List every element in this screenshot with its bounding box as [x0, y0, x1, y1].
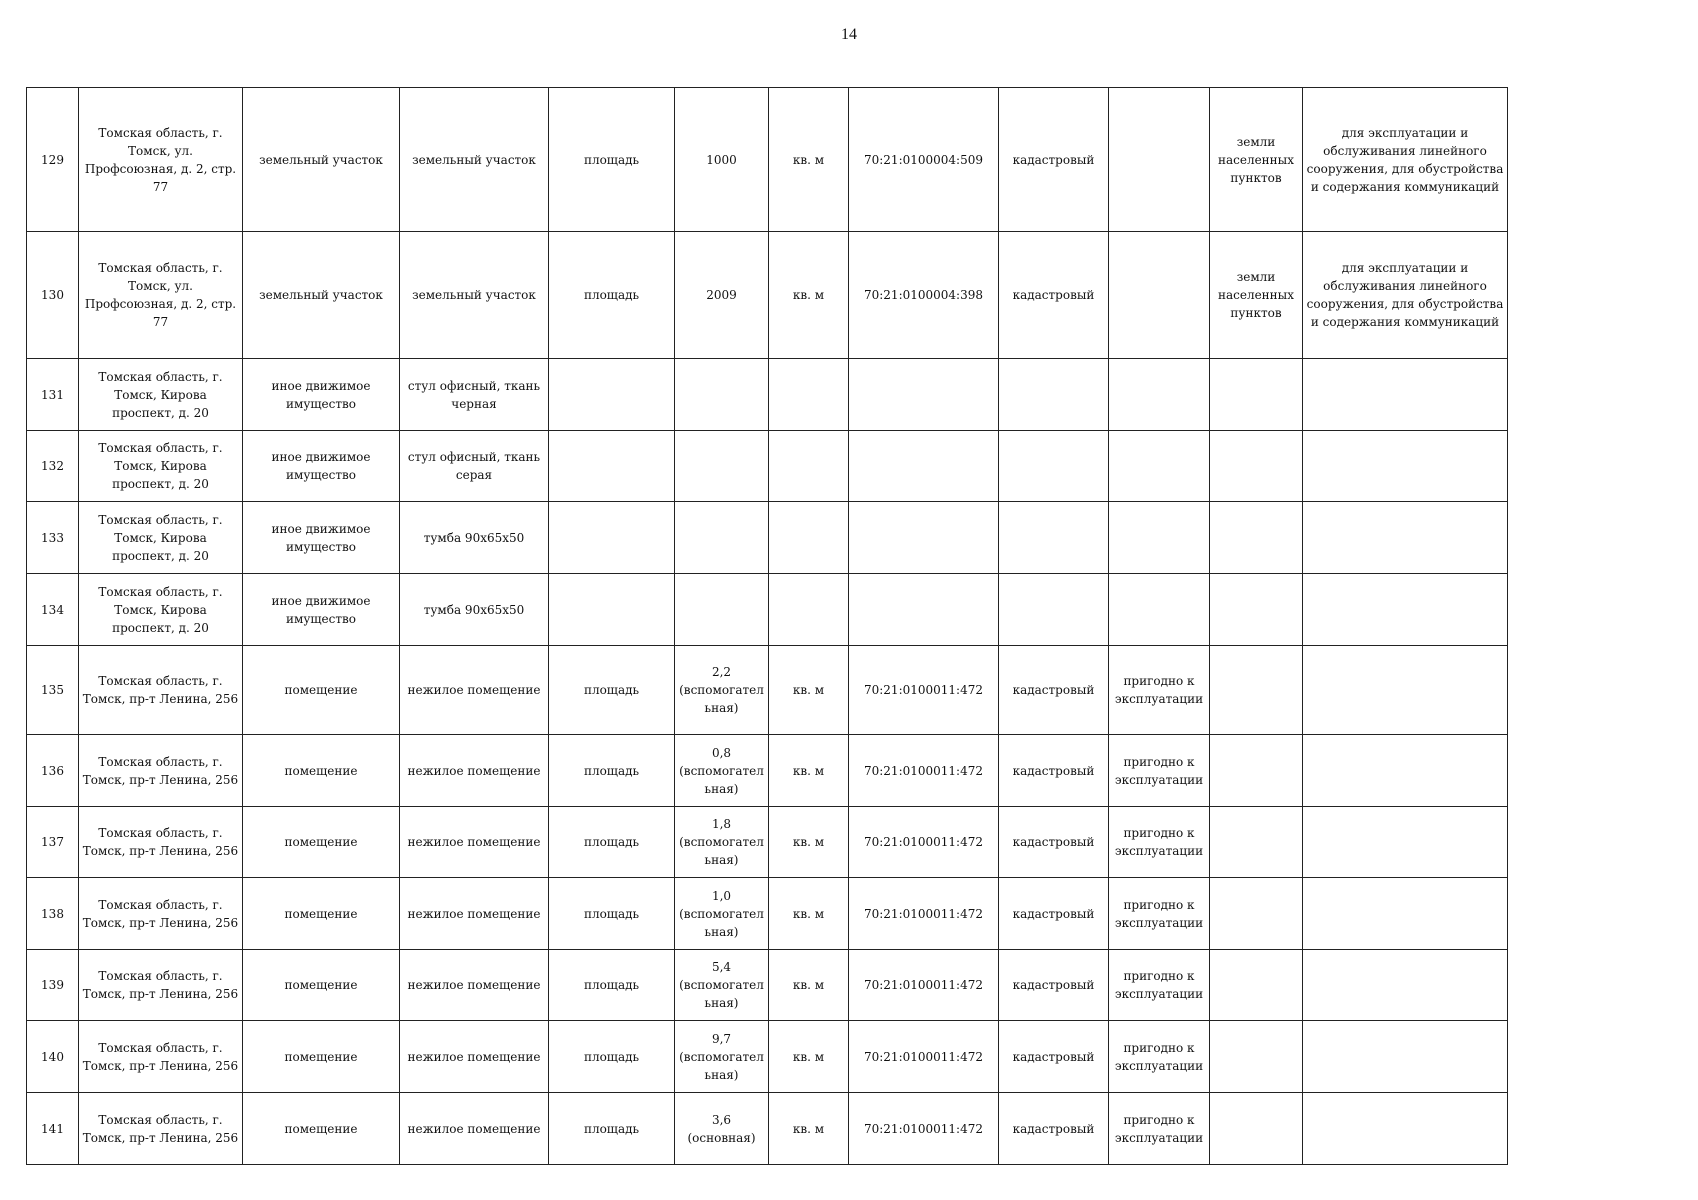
object-type-cell: помещение: [243, 646, 400, 735]
number-type-cell: [999, 574, 1109, 646]
cadastral-number-cell: 70:21:0100011:472: [849, 807, 999, 878]
parameter-cell: [549, 502, 675, 574]
address-cell: Томская область, г. Томск, пр-т Ленина, 256: [79, 1093, 243, 1165]
number-type-cell: кадастровый: [999, 1093, 1109, 1165]
parameter-cell: площадь: [549, 1093, 675, 1165]
permitted-use-cell: [1303, 1093, 1508, 1165]
condition-cell: [1109, 232, 1210, 359]
object-name-cell: стул офисный, ткань серая: [400, 431, 549, 502]
condition-cell: пригодно к эксплуатации: [1109, 735, 1210, 807]
value-cell: 2,2 (вспомогательная): [675, 646, 769, 735]
table-row: [27, 735, 1508, 807]
land-category-cell: [1210, 878, 1303, 950]
object-type-cell: помещение: [243, 950, 400, 1021]
object-type-cell: помещение: [243, 878, 400, 950]
value-cell: [675, 574, 769, 646]
row-number: 131: [27, 359, 79, 431]
row-number: 136: [27, 735, 79, 807]
unit-cell: кв. м: [769, 807, 849, 878]
permitted-use-cell: [1303, 646, 1508, 735]
row-number: 133: [27, 502, 79, 574]
condition-cell: [1109, 574, 1210, 646]
table-row: [27, 1021, 1508, 1093]
table-row: [27, 502, 1508, 574]
number-type-cell: кадастровый: [999, 735, 1109, 807]
land-category-cell: [1210, 574, 1303, 646]
row-number: 138: [27, 878, 79, 950]
permitted-use-cell: [1303, 502, 1508, 574]
address-cell: Томская область, г. Томск, Кирова проспект, д. 20: [79, 359, 243, 431]
object-name-cell: нежилое помещение: [400, 807, 549, 878]
table-row: [27, 359, 1508, 431]
parameter-cell: площадь: [549, 1021, 675, 1093]
number-type-cell: кадастровый: [999, 232, 1109, 359]
row-number: 130: [27, 232, 79, 359]
cadastral-number-cell: [849, 359, 999, 431]
unit-cell: кв. м: [769, 735, 849, 807]
table-row: [27, 646, 1508, 735]
table-row: [27, 878, 1508, 950]
number-type-cell: [999, 502, 1109, 574]
value-cell: [675, 431, 769, 502]
object-type-cell: иное движимое имущество: [243, 574, 400, 646]
object-type-cell: помещение: [243, 1093, 400, 1165]
permitted-use-cell: [1303, 950, 1508, 1021]
object-name-cell: нежилое помещение: [400, 1093, 549, 1165]
address-cell: Томская область, г. Томск, Кирова проспект, д. 20: [79, 431, 243, 502]
unit-cell: [769, 431, 849, 502]
cadastral-number-cell: 70:21:0100004:398: [849, 232, 999, 359]
row-number: 137: [27, 807, 79, 878]
value-cell: 5,4 (вспомогательная): [675, 950, 769, 1021]
row-number: 141: [27, 1093, 79, 1165]
table-row: [27, 1093, 1508, 1165]
unit-cell: кв. м: [769, 88, 849, 232]
object-name-cell: тумба 90х65х50: [400, 574, 549, 646]
address-cell: Томская область, г. Томск, пр-т Ленина, 256: [79, 950, 243, 1021]
permitted-use-cell: [1303, 735, 1508, 807]
land-category-cell: [1210, 502, 1303, 574]
land-category-cell: [1210, 1093, 1303, 1165]
parameter-cell: площадь: [549, 950, 675, 1021]
land-category-cell: земли населенных пунктов: [1210, 88, 1303, 232]
permitted-use-cell: [1303, 574, 1508, 646]
value-cell: 0,8 (вспомогательная): [675, 735, 769, 807]
object-type-cell: помещение: [243, 1021, 400, 1093]
cadastral-number-cell: 70:21:0100011:472: [849, 735, 999, 807]
address-cell: Томская область, г. Томск, пр-т Ленина, 256: [79, 807, 243, 878]
table-row: [27, 950, 1508, 1021]
permitted-use-cell: [1303, 359, 1508, 431]
table-row: [27, 431, 1508, 502]
number-type-cell: кадастровый: [999, 950, 1109, 1021]
parameter-cell: площадь: [549, 232, 675, 359]
parameter-cell: [549, 431, 675, 502]
land-category-cell: [1210, 359, 1303, 431]
address-cell: Томская область, г. Томск, пр-т Ленина, 256: [79, 878, 243, 950]
unit-cell: [769, 574, 849, 646]
address-cell: Томская область, г. Томск, пр-т Ленина, 256: [79, 1021, 243, 1093]
address-cell: Томская область, г. Томск, пр-т Ленина, 256: [79, 646, 243, 735]
unit-cell: кв. м: [769, 1021, 849, 1093]
address-cell: Томская область, г. Томск, Кирова проспект, д. 20: [79, 502, 243, 574]
object-name-cell: земельный участок: [400, 232, 549, 359]
condition-cell: пригодно к эксплуатации: [1109, 950, 1210, 1021]
address-cell: Томская область, г. Томск, Кирова проспект, д. 20: [79, 574, 243, 646]
cadastral-number-cell: [849, 431, 999, 502]
condition-cell: пригодно к эксплуатации: [1109, 878, 1210, 950]
address-cell: Томская область, г. Томск, ул. Профсоюзная, д. 2, стр. 77: [79, 88, 243, 232]
value-cell: 3,6 (основная): [675, 1093, 769, 1165]
table-row: [27, 807, 1508, 878]
permitted-use-cell: [1303, 878, 1508, 950]
cadastral-number-cell: 70:21:0100011:472: [849, 1093, 999, 1165]
object-type-cell: земельный участок: [243, 88, 400, 232]
value-cell: 2009: [675, 232, 769, 359]
unit-cell: кв. м: [769, 950, 849, 1021]
address-cell: Томская область, г. Томск, пр-т Ленина, 256: [79, 735, 243, 807]
registry-body: [27, 88, 1508, 1165]
value-cell: 1000: [675, 88, 769, 232]
object-name-cell: тумба 90х65х50: [400, 502, 549, 574]
parameter-cell: площадь: [549, 646, 675, 735]
object-type-cell: иное движимое имущество: [243, 359, 400, 431]
land-category-cell: [1210, 1021, 1303, 1093]
object-type-cell: иное движимое имущество: [243, 431, 400, 502]
object-name-cell: нежилое помещение: [400, 735, 549, 807]
value-cell: [675, 359, 769, 431]
cadastral-number-cell: 70:21:0100011:472: [849, 646, 999, 735]
object-name-cell: нежилое помещение: [400, 878, 549, 950]
unit-cell: кв. м: [769, 878, 849, 950]
value-cell: 1,8 (вспомогательная): [675, 807, 769, 878]
object-name-cell: нежилое помещение: [400, 1021, 549, 1093]
number-type-cell: кадастровый: [999, 878, 1109, 950]
number-type-cell: [999, 359, 1109, 431]
condition-cell: пригодно к эксплуатации: [1109, 807, 1210, 878]
value-cell: 9,7 (вспомогательная): [675, 1021, 769, 1093]
cadastral-number-cell: 70:21:0100011:472: [849, 1021, 999, 1093]
row-number: 134: [27, 574, 79, 646]
property-registry-table: [26, 87, 1508, 1165]
value-cell: 1,0 (вспомогательная): [675, 878, 769, 950]
condition-cell: [1109, 88, 1210, 232]
object-type-cell: помещение: [243, 807, 400, 878]
row-number: 140: [27, 1021, 79, 1093]
cadastral-number-cell: 70:21:0100011:472: [849, 950, 999, 1021]
unit-cell: кв. м: [769, 232, 849, 359]
row-number: 132: [27, 431, 79, 502]
object-name-cell: нежилое помещение: [400, 950, 549, 1021]
permitted-use-cell: [1303, 807, 1508, 878]
land-category-cell: земли населенных пунктов: [1210, 232, 1303, 359]
object-name-cell: нежилое помещение: [400, 646, 549, 735]
row-number: 135: [27, 646, 79, 735]
condition-cell: пригодно к эксплуатации: [1109, 646, 1210, 735]
permitted-use-cell: [1303, 431, 1508, 502]
row-number: 139: [27, 950, 79, 1021]
condition-cell: [1109, 359, 1210, 431]
value-cell: [675, 502, 769, 574]
unit-cell: [769, 502, 849, 574]
parameter-cell: [549, 574, 675, 646]
unit-cell: кв. м: [769, 1093, 849, 1165]
object-type-cell: земельный участок: [243, 232, 400, 359]
number-type-cell: кадастровый: [999, 1021, 1109, 1093]
row-number: 129: [27, 88, 79, 232]
permitted-use-cell: для эксплуатации и обслуживания линейного сооружения, для обустройства и содержания коммуникаций: [1303, 88, 1508, 232]
permitted-use-cell: [1303, 1021, 1508, 1093]
parameter-cell: площадь: [549, 735, 675, 807]
condition-cell: пригодно к эксплуатации: [1109, 1021, 1210, 1093]
condition-cell: [1109, 502, 1210, 574]
parameter-cell: [549, 359, 675, 431]
number-type-cell: кадастровый: [999, 88, 1109, 232]
cadastral-number-cell: [849, 502, 999, 574]
object-type-cell: помещение: [243, 735, 400, 807]
table-row: [27, 574, 1508, 646]
parameter-cell: площадь: [549, 88, 675, 232]
number-type-cell: [999, 431, 1109, 502]
condition-cell: [1109, 431, 1210, 502]
land-category-cell: [1210, 950, 1303, 1021]
object-name-cell: земельный участок: [400, 88, 549, 232]
cadastral-number-cell: 70:21:0100004:509: [849, 88, 999, 232]
land-category-cell: [1210, 807, 1303, 878]
unit-cell: кв. м: [769, 646, 849, 735]
land-category-cell: [1210, 431, 1303, 502]
page-number: 14: [841, 26, 857, 43]
cadastral-number-cell: 70:21:0100011:472: [849, 878, 999, 950]
table-row: [27, 232, 1508, 359]
number-type-cell: кадастровый: [999, 646, 1109, 735]
land-category-cell: [1210, 735, 1303, 807]
unit-cell: [769, 359, 849, 431]
address-cell: Томская область, г. Томск, ул. Профсоюзная, д. 2, стр. 77: [79, 232, 243, 359]
condition-cell: пригодно к эксплуатации: [1109, 1093, 1210, 1165]
object-name-cell: стул офисный, ткань черная: [400, 359, 549, 431]
parameter-cell: площадь: [549, 878, 675, 950]
table-row: [27, 88, 1508, 232]
number-type-cell: кадастровый: [999, 807, 1109, 878]
parameter-cell: площадь: [549, 807, 675, 878]
land-category-cell: [1210, 646, 1303, 735]
object-type-cell: иное движимое имущество: [243, 502, 400, 574]
cadastral-number-cell: [849, 574, 999, 646]
permitted-use-cell: для эксплуатации и обслуживания линейного сооружения, для обустройства и содержания коммуникаций: [1303, 232, 1508, 359]
